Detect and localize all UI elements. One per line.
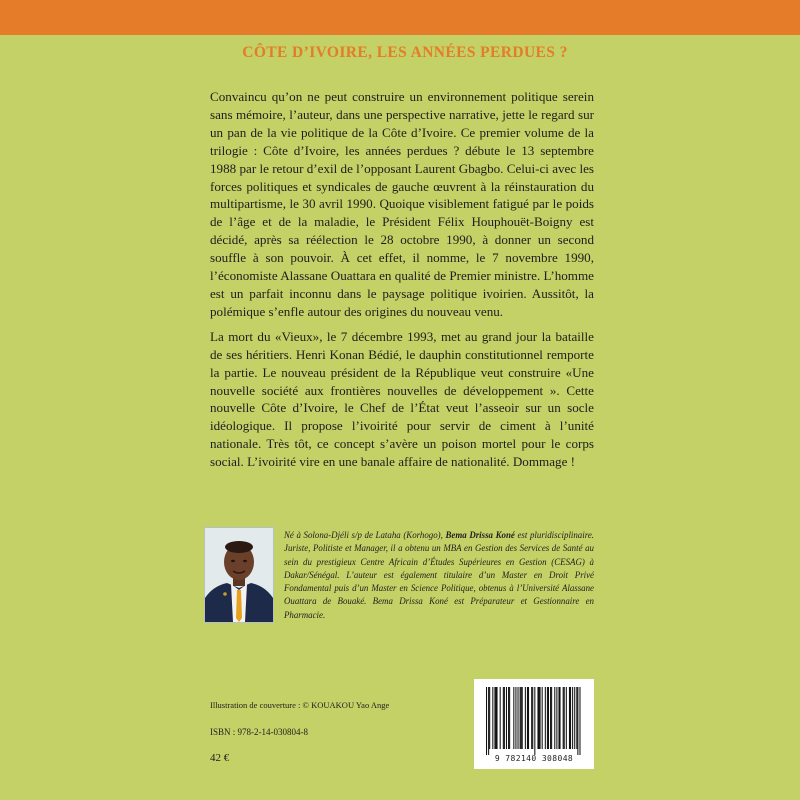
barcode-bar — [532, 687, 533, 749]
barcode-bar — [556, 687, 557, 749]
barcode-bar — [548, 687, 549, 749]
author-bio — [284, 529, 594, 622]
barcode-bar — [500, 687, 501, 749]
barcode-bar — [542, 687, 543, 749]
barcode-bar — [531, 687, 532, 749]
barcode-bar — [554, 687, 555, 749]
barcode-bar — [551, 687, 552, 749]
author-photo — [204, 527, 274, 623]
barcode-bar — [564, 687, 565, 749]
barcode-bar — [540, 687, 541, 749]
barcode-bar — [515, 687, 516, 749]
barcode-bar — [528, 687, 529, 749]
barcode-bar — [521, 687, 522, 749]
barcode-bar — [509, 687, 510, 749]
barcode-bar — [486, 687, 487, 755]
barcode-bar — [513, 687, 514, 749]
barcode-bar — [537, 687, 538, 749]
barcode-bar — [569, 687, 570, 749]
barcode-bars-icon — [474, 679, 594, 755]
barcode-bar — [497, 687, 498, 749]
barcode-bar — [495, 687, 496, 749]
barcode-bar — [545, 687, 546, 749]
bio-intro: Né à Solona-Djéli s/p de Lataha (Korhogo), — [284, 530, 446, 540]
barcode-bar — [489, 687, 490, 749]
barcode-bar — [504, 687, 505, 749]
barcode-bar — [492, 687, 493, 749]
barcode-bar — [547, 687, 548, 749]
barcode-bar — [539, 687, 540, 749]
barcode-bar — [563, 687, 564, 749]
barcode-bar — [518, 687, 519, 749]
barcode-bar — [506, 687, 507, 749]
barcode — [474, 679, 594, 769]
price-label: 42 € — [210, 752, 230, 764]
barcode-bar — [503, 687, 504, 749]
barcode-bar — [550, 687, 551, 749]
top-orange-band — [0, 0, 800, 35]
barcode-bar — [520, 687, 521, 749]
barcode-bar — [572, 687, 573, 749]
barcode-bar — [577, 687, 578, 755]
barcode-bar — [494, 687, 495, 749]
barcode-bar — [570, 687, 571, 749]
barcode-bar — [527, 687, 528, 749]
summary-paragraph-2: La mort du «Vieux», le 7 décembre 1993, met au grand jour la bataille de ses héritiers. Henri Konan Bédié, le dauphin constitutionnel remporte la partie. Le nouveau président de la République veut construire «Une nouvelle société aux frontières nouvelles de développement ». Cette nouvelle Côte d’Ivoire, le Chef de l’État veut l’asseoir sur un socle idéologique. Il propose l’ivoirité pour servir de ciment à l’unité nationale. Très tôt, ce concept s’avère un poison mortel pour le corps social. L’ivoirité vire en une banale affaire de nationalité. Dommage ! — [210, 328, 594, 470]
barcode-bar — [525, 687, 526, 749]
barcode-bar — [560, 687, 561, 749]
summary-paragraph-1: Convaincu qu’on ne peut construire un environnement politique serein sans mémoire, l’auteur, dans une perspective narrative, jette le regard sur un pan de la vie politique de la Côte d’Ivoire. Ce premier volume de la trilogie : Côte d’Ivoire, les années perdues ? débute le 13 septembre 1988 par le retour d’exil de l’opposant Laurent Gbagbo. Celui-ci avec les forces politiques et syndicales de gauche œuvrent à la réinstauration du multipartisme, le 30 avril 1990. Quoique visiblement fatigué par le poids de l’âge et de la maladie, le Président Félix Houphouët-Boigny est décidé, après sa réélection le 28 octobre 1990, à donner un second souffle à son pouvoir. À cet effet, il nomme, le 7 novembre 1990, l’économiste Alassane Ouattara en qualité de Premier ministre. L’homme est un parfait inconnu dans le paysage politique ivoirien. Aussitôt, la polémique s’enfle autour des origines du nouveau venu. — [210, 89, 594, 319]
barcode-digits: 9 782140 308048 — [494, 754, 574, 763]
author-portrait-icon — [205, 528, 273, 622]
barcode-bar — [574, 687, 575, 749]
barcode-bar — [558, 687, 559, 749]
cover-illustration-credit: Illustration de couverture : © KOUAKOU Yao Ange — [210, 700, 390, 710]
barcode-bar — [508, 687, 509, 749]
isbn-number: ISBN : 978-2-14-030804-8 — [210, 727, 308, 737]
barcode-bar — [534, 687, 535, 755]
summary-text — [210, 88, 594, 478]
author-name: Bema Drissa Koné — [445, 530, 515, 540]
barcode-bar — [522, 687, 523, 749]
barcode-bar — [576, 687, 577, 749]
book-title: CÔTE D’IVOIRE, LES ANNÉES PERDUES ? — [242, 44, 568, 61]
barcode-bar — [566, 687, 567, 749]
barcode-bar — [488, 687, 489, 755]
barcode-bar — [579, 687, 580, 755]
bio-details: est pluridisciplinaire. Juriste, Politiste et Manager, il a obtenu un MBA en Gestion des Services de Santé au sein du prestigieux Centre Africain d’Études Supérieures en Gestion (CESAG) à Dakar/Sénégal. L’auteur est également titulaire d’un Master en Droit Privé Fondamental puis d’un Master en Science Politique, obtenus à l’Université Alassane Ouattara de Bouaké. Bema Drissa Koné est Préparateur et Gestionnaire en Pharmacie. — [284, 530, 594, 620]
